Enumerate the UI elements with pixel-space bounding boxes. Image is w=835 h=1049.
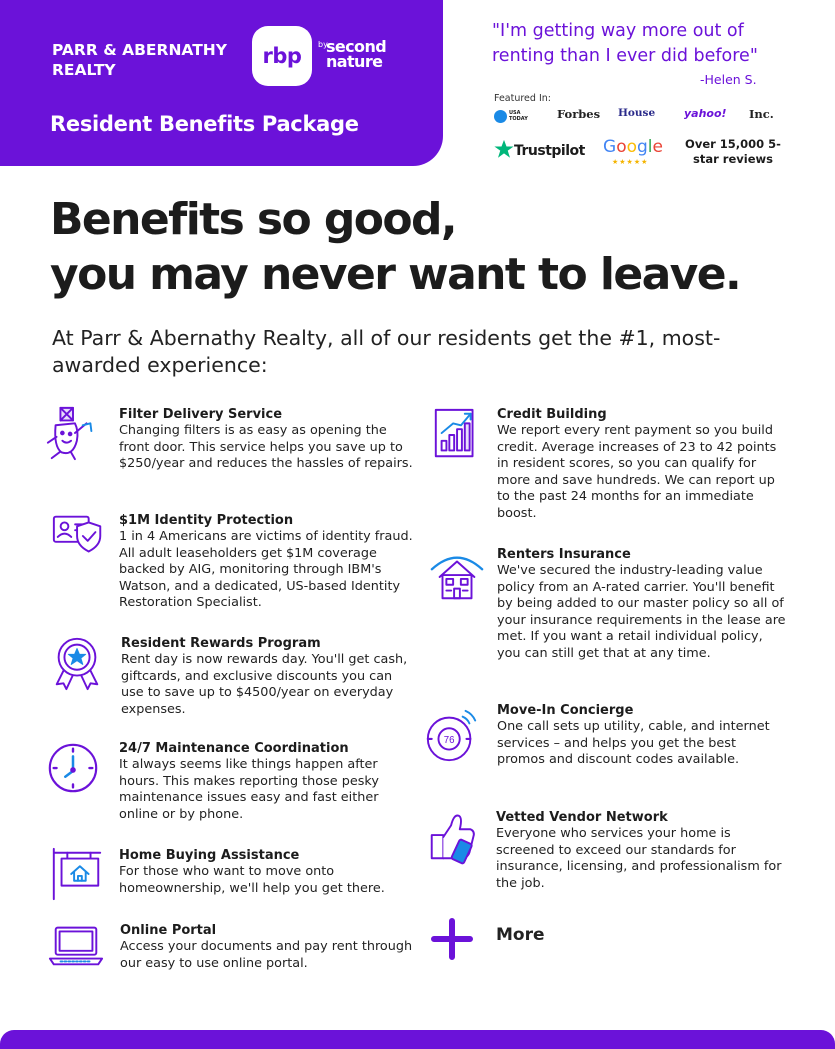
home-sign-icon [48,845,106,903]
logo-by-text: by [318,40,328,49]
filter-delivery-icon [44,404,102,462]
package-title: Resident Benefits Package [50,112,359,136]
usa-today-logo: USA TODAY [509,110,528,122]
benefit-vendor-network [496,809,787,892]
benefit-title: Online Portal [120,923,217,938]
benefit-resident-rewards [121,635,414,718]
benefit-title: Renters Insurance [497,547,631,562]
clock-icon [44,740,102,798]
benefit-title: $1M Identity Protection [119,513,294,528]
google-logo: Google [603,137,663,157]
benefit-title: Home Buying Assistance [119,848,300,863]
benefit-desc: Rent day is now rewards day. You'll get cash, giftcards, and exclusive discounts you can use to save up to $4500/year on everyday expenses. [121,652,408,717]
benefit-desc: Changing filters is as easy as opening the front door. This service helps you save up to $250/year and reduces the hassles of repairs. [119,423,413,471]
plus-icon[interactable] [430,917,474,961]
rbp-logo [252,26,312,86]
trustpilot-logo: Trustpilot [514,143,585,159]
benefit-move-in-concierge [497,702,787,769]
benefit-desc: 1 in 4 Americans are victims of identity fraud. All adult leaseholders get $1M coverage backed by AIG, monitoring through IBM's Watson, and a dedicated, US-based Identity Restoration Specialist. [119,529,413,610]
google-stars-icon: ★★★★★ [612,158,649,166]
more-label[interactable]: More [496,925,545,945]
benefit-home-buying [119,847,414,897]
benefit-identity-protection [119,512,414,612]
benefit-desc: It always seems like things happen after hours. This makes reporting those pesky maintenance issues easy and fast either online or by phone. [119,757,379,822]
more-link[interactable] [496,925,616,945]
inc-logo: Inc. [749,107,774,121]
intro-text: At Parr & Abernathy Realty, all of our residents get the #1, most-awarded experience: [52,326,721,377]
benefit-desc: Everyone who services your home is screened to exceed our standards for insurance, licensing, and professionalism for the job. [496,826,782,891]
benefit-title: 24/7 Maintenance Coordination [119,741,349,756]
benefit-credit-building [497,406,787,522]
rbp-logo-text: rbp [262,44,302,68]
identity-shield-icon [50,507,108,565]
benefit-desc: We've secured the industry-leading value policy from an A-rated carrier. You'll benefit by being added to our master policy so all of your insurance requirements in the lease are met. If you want a retail individual policy, you can still get that at any time. [497,563,786,661]
benefit-desc: Access your documents and pay rent through our easy to use online portal. [120,939,413,971]
header-banner [0,0,443,166]
forbes-logo: Forbes [557,107,601,121]
second-nature-logo: second nature [326,37,387,71]
testimonial-author: -Helen S. [700,72,757,87]
trustpilot-star-icon [494,139,514,159]
headline [50,192,810,302]
thumbs-up-icon [424,808,482,866]
reviews-count: Over 15,000 5-star reviews [685,137,781,166]
thermostat-value: 76 [443,734,455,746]
credit-chart-icon [430,406,488,464]
testimonial-quote: "I'm getting way more out of renting than I ever did before" [492,21,758,66]
yahoo-logo: yahoo! [684,107,727,120]
footer-bar [0,1030,835,1049]
house-logo: House [618,107,656,119]
benefit-title: Credit Building [497,407,607,422]
benefit-filter-delivery [119,406,414,473]
benefit-title: Vetted Vendor Network [496,810,668,825]
insured-house-icon [428,548,486,606]
benefit-renters-insurance [497,546,787,662]
benefit-title: Filter Delivery Service [119,407,283,422]
usa-today-logo-icon [494,110,507,123]
benefit-desc: For those who want to move onto homeownership, we'll help you get there. [119,864,385,896]
benefit-desc: We report every rent payment so you build credit. Average increases of 23 to 42 points in resident scores, so you can qualify for more and save hundreds. We can report up to the past 24 months for an immediate boost. [497,423,777,521]
headline-line-2: you may never want to leave. [50,249,741,300]
benefit-title: Move-In Concierge [497,703,634,718]
benefit-maintenance [119,740,414,823]
benefit-title: Resident Rewards Program [121,636,321,651]
headline-line-1: Benefits so good, [50,194,457,245]
benefit-online-portal [120,922,414,972]
company-name: PARR & ABERNATHY REALTY [52,41,227,79]
benefit-desc: One call sets up utility, cable, and internet services – and helps you get the best promos and discount codes available. [497,719,770,767]
featured-label: Featured In: [494,93,551,104]
thermostat-icon [423,707,481,765]
rewards-ribbon-icon [48,634,106,692]
laptop-icon [47,916,105,974]
